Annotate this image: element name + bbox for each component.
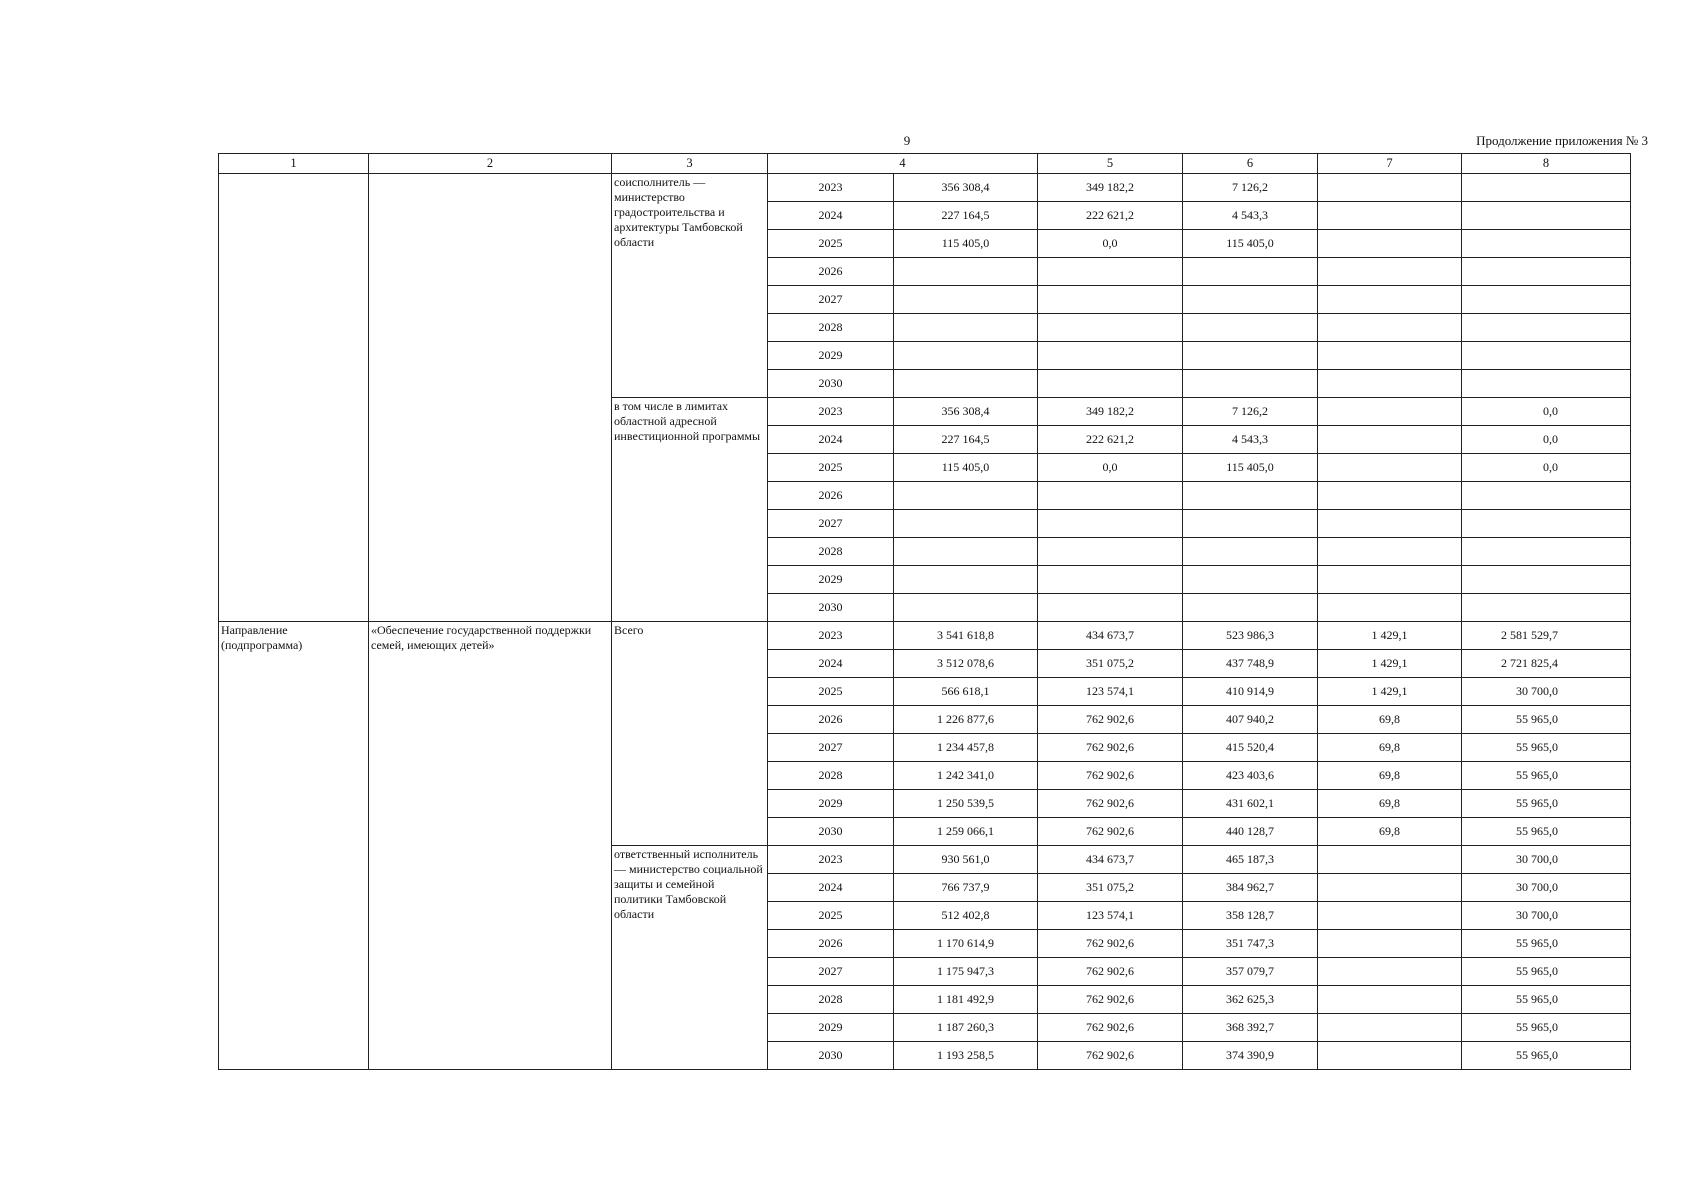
federal-budget-cell: 222 621,2 — [1038, 202, 1183, 230]
local-budget-cell — [1318, 874, 1462, 902]
year-cell: 2030 — [768, 818, 894, 846]
extrabudgetary-cell: 55 965,0 — [1462, 986, 1631, 1014]
regional-budget-cell — [1183, 482, 1318, 510]
total-cell: 566 618,1 — [894, 678, 1038, 706]
year-cell: 2024 — [768, 650, 894, 678]
total-cell: 1 181 492,9 — [894, 986, 1038, 1014]
local-budget-cell: 69,8 — [1318, 818, 1462, 846]
federal-budget-cell: 762 902,6 — [1038, 1014, 1183, 1042]
total-cell — [894, 510, 1038, 538]
year-cell: 2029 — [768, 1014, 894, 1042]
federal-budget-cell — [1038, 342, 1183, 370]
extrabudgetary-cell: 30 700,0 — [1462, 902, 1631, 930]
federal-budget-cell — [1038, 566, 1183, 594]
extrabudgetary-cell — [1462, 286, 1631, 314]
program-name-cell: «Обеспечение государственной поддержки семей, имеющих детей» — [369, 622, 612, 1070]
regional-budget-cell — [1183, 370, 1318, 398]
total-cell: 1 242 341,0 — [894, 762, 1038, 790]
extrabudgetary-cell: 55 965,0 — [1462, 818, 1631, 846]
federal-budget-cell: 762 902,6 — [1038, 958, 1183, 986]
regional-budget-cell: 374 390,9 — [1183, 1042, 1318, 1070]
total-cell: 512 402,8 — [894, 902, 1038, 930]
federal-budget-cell: 349 182,2 — [1038, 174, 1183, 202]
extrabudgetary-cell — [1462, 202, 1631, 230]
regional-budget-cell: 368 392,7 — [1183, 1014, 1318, 1042]
year-cell: 2025 — [768, 902, 894, 930]
year-cell: 2023 — [768, 174, 894, 202]
total-cell: 356 308,4 — [894, 174, 1038, 202]
regional-budget-cell: 407 940,2 — [1183, 706, 1318, 734]
extrabudgetary-cell: 2 721 825,4 — [1462, 650, 1631, 678]
total-cell: 1 170 614,9 — [894, 930, 1038, 958]
local-budget-cell: 1 429,1 — [1318, 650, 1462, 678]
extrabudgetary-cell — [1462, 510, 1631, 538]
extrabudgetary-cell: 55 965,0 — [1462, 958, 1631, 986]
total-cell: 1 259 066,1 — [894, 818, 1038, 846]
federal-budget-cell: 762 902,6 — [1038, 1042, 1183, 1070]
regional-budget-cell: 115 405,0 — [1183, 454, 1318, 482]
regional-budget-cell: 410 914,9 — [1183, 678, 1318, 706]
page-number: 9 — [903, 133, 911, 148]
regional-budget-cell: 465 187,3 — [1183, 846, 1318, 874]
extrabudgetary-cell: 55 965,0 — [1462, 1014, 1631, 1042]
year-cell: 2024 — [768, 426, 894, 454]
year-cell: 2028 — [768, 986, 894, 1014]
column-header: 3 — [612, 154, 768, 174]
extrabudgetary-cell: 30 700,0 — [1462, 874, 1631, 902]
federal-budget-cell: 123 574,1 — [1038, 902, 1183, 930]
regional-budget-cell — [1183, 342, 1318, 370]
regional-budget-cell: 523 986,3 — [1183, 622, 1318, 650]
year-cell: 2028 — [768, 538, 894, 566]
regional-budget-cell — [1183, 594, 1318, 622]
extrabudgetary-cell — [1462, 342, 1631, 370]
extrabudgetary-cell: 55 965,0 — [1462, 930, 1631, 958]
regional-budget-cell: 437 748,9 — [1183, 650, 1318, 678]
regional-budget-cell — [1183, 538, 1318, 566]
year-cell: 2026 — [768, 258, 894, 286]
local-budget-cell — [1318, 230, 1462, 258]
federal-budget-cell: 123 574,1 — [1038, 678, 1183, 706]
regional-budget-cell — [1183, 566, 1318, 594]
local-budget-cell — [1318, 398, 1462, 426]
extrabudgetary-cell: 55 965,0 — [1462, 1042, 1631, 1070]
regional-budget-cell: 4 543,3 — [1183, 202, 1318, 230]
federal-budget-cell: 762 902,6 — [1038, 930, 1183, 958]
local-budget-cell — [1318, 538, 1462, 566]
extrabudgetary-cell — [1462, 174, 1631, 202]
local-budget-cell — [1318, 846, 1462, 874]
total-cell: 1 234 457,8 — [894, 734, 1038, 762]
regional-budget-cell — [1183, 258, 1318, 286]
year-cell: 2029 — [768, 566, 894, 594]
local-budget-cell — [1318, 1042, 1462, 1070]
column-header: 2 — [369, 154, 612, 174]
federal-budget-cell: 762 902,6 — [1038, 818, 1183, 846]
extrabudgetary-cell: 0,0 — [1462, 454, 1631, 482]
funding-source-cell: Всего — [612, 622, 768, 846]
year-cell: 2023 — [768, 846, 894, 874]
federal-budget-cell: 762 902,6 — [1038, 790, 1183, 818]
year-cell: 2027 — [768, 734, 894, 762]
federal-budget-cell: 762 902,6 — [1038, 706, 1183, 734]
local-budget-cell: 69,8 — [1318, 790, 1462, 818]
regional-budget-cell: 358 128,7 — [1183, 902, 1318, 930]
extrabudgetary-cell: 30 700,0 — [1462, 846, 1631, 874]
federal-budget-cell — [1038, 286, 1183, 314]
local-budget-cell: 1 429,1 — [1318, 678, 1462, 706]
local-budget-cell — [1318, 510, 1462, 538]
local-budget-cell — [1318, 482, 1462, 510]
regional-budget-cell — [1183, 286, 1318, 314]
year-cell: 2030 — [768, 594, 894, 622]
regional-budget-cell: 7 126,2 — [1183, 174, 1318, 202]
local-budget-cell — [1318, 314, 1462, 342]
local-budget-cell — [1318, 930, 1462, 958]
regional-budget-cell: 357 079,7 — [1183, 958, 1318, 986]
direction-cell — [219, 174, 369, 622]
extrabudgetary-cell — [1462, 370, 1631, 398]
federal-budget-cell — [1038, 594, 1183, 622]
year-cell: 2025 — [768, 678, 894, 706]
extrabudgetary-cell: 55 965,0 — [1462, 706, 1631, 734]
extrabudgetary-cell — [1462, 594, 1631, 622]
year-cell: 2027 — [768, 958, 894, 986]
regional-budget-cell — [1183, 510, 1318, 538]
extrabudgetary-cell — [1462, 258, 1631, 286]
federal-budget-cell: 222 621,2 — [1038, 426, 1183, 454]
federal-budget-cell: 0,0 — [1038, 454, 1183, 482]
funding-source-cell: в том числе в лимитах областной адресной инвестиционной программы — [612, 398, 768, 622]
federal-budget-cell: 349 182,2 — [1038, 398, 1183, 426]
regional-budget-cell: 431 602,1 — [1183, 790, 1318, 818]
year-cell: 2026 — [768, 482, 894, 510]
local-budget-cell — [1318, 454, 1462, 482]
local-budget-cell — [1318, 342, 1462, 370]
total-cell: 115 405,0 — [894, 230, 1038, 258]
local-budget-cell — [1318, 258, 1462, 286]
local-budget-cell — [1318, 1014, 1462, 1042]
year-cell: 2029 — [768, 790, 894, 818]
year-cell: 2025 — [768, 230, 894, 258]
total-cell: 227 164,5 — [894, 426, 1038, 454]
program-name-cell — [369, 174, 612, 622]
extrabudgetary-cell — [1462, 230, 1631, 258]
extrabudgetary-cell: 55 965,0 — [1462, 762, 1631, 790]
extrabudgetary-cell: 55 965,0 — [1462, 790, 1631, 818]
federal-budget-cell — [1038, 482, 1183, 510]
extrabudgetary-cell — [1462, 538, 1631, 566]
total-cell: 3 512 078,6 — [894, 650, 1038, 678]
total-cell: 930 561,0 — [894, 846, 1038, 874]
total-cell: 227 164,5 — [894, 202, 1038, 230]
federal-budget-cell: 762 902,6 — [1038, 762, 1183, 790]
year-cell: 2030 — [768, 1042, 894, 1070]
funding-source-cell: соисполнитель — министерство градостроительства и архитектуры Тамбовской области — [612, 174, 768, 398]
total-cell — [894, 286, 1038, 314]
local-budget-cell — [1318, 174, 1462, 202]
year-cell: 2028 — [768, 762, 894, 790]
regional-budget-cell: 440 128,7 — [1183, 818, 1318, 846]
local-budget-cell: 69,8 — [1318, 734, 1462, 762]
column-header: 4 — [768, 154, 1038, 174]
year-cell: 2028 — [768, 314, 894, 342]
regional-budget-cell — [1183, 314, 1318, 342]
regional-budget-cell: 4 543,3 — [1183, 426, 1318, 454]
local-budget-cell — [1318, 566, 1462, 594]
local-budget-cell — [1318, 370, 1462, 398]
local-budget-cell: 1 429,1 — [1318, 622, 1462, 650]
total-cell — [894, 538, 1038, 566]
local-budget-cell — [1318, 426, 1462, 454]
federal-budget-cell — [1038, 370, 1183, 398]
year-cell: 2026 — [768, 930, 894, 958]
total-cell: 1 187 260,3 — [894, 1014, 1038, 1042]
federal-budget-cell — [1038, 510, 1183, 538]
year-cell: 2029 — [768, 342, 894, 370]
local-budget-cell — [1318, 958, 1462, 986]
total-cell: 766 737,9 — [894, 874, 1038, 902]
total-cell: 3 541 618,8 — [894, 622, 1038, 650]
local-budget-cell — [1318, 202, 1462, 230]
budget-table — [218, 153, 1631, 1070]
extrabudgetary-cell: 2 581 529,7 — [1462, 622, 1631, 650]
extrabudgetary-cell: 55 965,0 — [1462, 734, 1631, 762]
extrabudgetary-cell — [1462, 566, 1631, 594]
total-cell: 1 175 947,3 — [894, 958, 1038, 986]
total-cell — [894, 258, 1038, 286]
extrabudgetary-cell: 30 700,0 — [1462, 678, 1631, 706]
column-number-row — [219, 154, 1631, 174]
year-cell: 2026 — [768, 706, 894, 734]
regional-budget-cell: 351 747,3 — [1183, 930, 1318, 958]
total-cell — [894, 342, 1038, 370]
year-cell: 2027 — [768, 510, 894, 538]
total-cell — [894, 482, 1038, 510]
funding-source-cell: ответственный исполнитель — министерство социальной защиты и семейной политики Тамбовской области — [612, 846, 768, 1070]
regional-budget-cell: 423 403,6 — [1183, 762, 1318, 790]
column-header: 7 — [1318, 154, 1462, 174]
total-cell — [894, 370, 1038, 398]
extrabudgetary-cell: 0,0 — [1462, 398, 1631, 426]
year-cell: 2023 — [768, 398, 894, 426]
extrabudgetary-cell — [1462, 314, 1631, 342]
extrabudgetary-cell — [1462, 482, 1631, 510]
federal-budget-cell: 434 673,7 — [1038, 622, 1183, 650]
total-cell: 1 193 258,5 — [894, 1042, 1038, 1070]
direction-cell: Направление (подпрограмма) — [219, 622, 369, 1070]
total-cell — [894, 566, 1038, 594]
regional-budget-cell: 7 126,2 — [1183, 398, 1318, 426]
table-row — [219, 174, 1631, 202]
continuation-note: Продолжение приложения № 3 — [1476, 133, 1648, 148]
column-header: 8 — [1462, 154, 1631, 174]
year-cell: 2027 — [768, 286, 894, 314]
local-budget-cell — [1318, 902, 1462, 930]
federal-budget-cell — [1038, 314, 1183, 342]
regional-budget-cell: 115 405,0 — [1183, 230, 1318, 258]
total-cell — [894, 314, 1038, 342]
total-cell: 356 308,4 — [894, 398, 1038, 426]
year-cell: 2030 — [768, 370, 894, 398]
total-cell: 1 250 539,5 — [894, 790, 1038, 818]
local-budget-cell — [1318, 594, 1462, 622]
local-budget-cell — [1318, 986, 1462, 1014]
local-budget-cell: 69,8 — [1318, 706, 1462, 734]
regional-budget-cell: 362 625,3 — [1183, 986, 1318, 1014]
federal-budget-cell — [1038, 538, 1183, 566]
year-cell: 2025 — [768, 454, 894, 482]
table-row — [219, 622, 1631, 650]
federal-budget-cell: 762 902,6 — [1038, 734, 1183, 762]
local-budget-cell — [1318, 286, 1462, 314]
year-cell: 2023 — [768, 622, 894, 650]
federal-budget-cell: 0,0 — [1038, 230, 1183, 258]
column-header: 6 — [1183, 154, 1318, 174]
federal-budget-cell — [1038, 258, 1183, 286]
federal-budget-cell: 351 075,2 — [1038, 650, 1183, 678]
year-cell: 2024 — [768, 202, 894, 230]
regional-budget-cell: 415 520,4 — [1183, 734, 1318, 762]
local-budget-cell: 69,8 — [1318, 762, 1462, 790]
total-cell: 1 226 877,6 — [894, 706, 1038, 734]
column-header: 1 — [219, 154, 369, 174]
federal-budget-cell: 351 075,2 — [1038, 874, 1183, 902]
year-cell: 2024 — [768, 874, 894, 902]
extrabudgetary-cell: 0,0 — [1462, 426, 1631, 454]
table-body — [219, 174, 1631, 1070]
column-header: 5 — [1038, 154, 1183, 174]
regional-budget-cell: 384 962,7 — [1183, 874, 1318, 902]
federal-budget-cell: 434 673,7 — [1038, 846, 1183, 874]
federal-budget-cell: 762 902,6 — [1038, 986, 1183, 1014]
total-cell — [894, 594, 1038, 622]
total-cell: 115 405,0 — [894, 454, 1038, 482]
